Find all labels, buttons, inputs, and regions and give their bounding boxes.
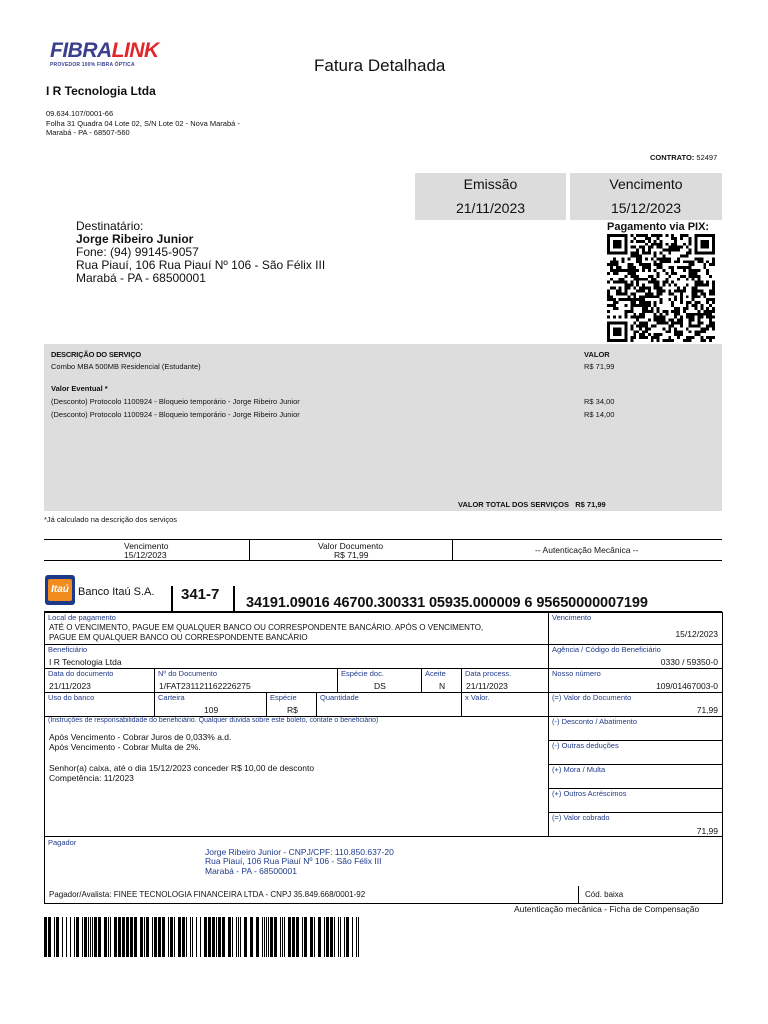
emission-date: 21/11/2023 (455, 200, 526, 216)
field-num-documento: Nº do Documento 1/FAT231121162226275 (154, 668, 338, 693)
field-nosso-numero: Nosso número 109/01467003-0 (548, 668, 723, 693)
contract-number: CONTRATO: 52497 (650, 153, 718, 162)
field-quantidade: Quantidade (316, 692, 462, 717)
stub-bottom-rule (44, 560, 722, 561)
bank-name: Banco Itaú S.A. (78, 586, 155, 598)
pix-qr-code[interactable] (606, 234, 716, 342)
field-carteira: Carteira 109 (154, 692, 267, 717)
page-title: Fatura Detalhada (314, 56, 446, 75)
field-especie: Espécie R$ (266, 692, 317, 717)
recipient-address: Rua Piauí, 106 Rua Piauí Nº 106 - São Félix III (76, 258, 326, 272)
emission-box (415, 173, 566, 220)
company-cnpj: 09.634.107/0001-66 (46, 109, 114, 118)
field-desconto: (-) Desconto / Abatimento (548, 716, 723, 741)
bank-divider (171, 586, 173, 612)
stub-auth: -- Autenticação Mecânica -- (535, 545, 639, 555)
field-beneficiario: Beneficiário I R Tecnologia Ltda (44, 644, 549, 669)
services-col-value: VALOR (584, 350, 610, 359)
services-total: VALOR TOTAL DOS SERVIÇOS R$ 71,99 (458, 500, 606, 509)
bank-code: 341-7 (181, 586, 220, 603)
recipient-block (76, 220, 325, 285)
itau-logo: Itaú (45, 575, 75, 605)
stub-doc: R$ 71,99 (334, 550, 369, 560)
field-valor-cobrado: (=) Valor cobrado 71,99 (548, 812, 723, 837)
services-col-desc: DESCRIÇÃO DO SERVIÇO (51, 350, 142, 359)
barcode (44, 917, 360, 957)
stub-due-label: Vencimento (124, 541, 169, 551)
field-pagador: Pagador Jorge Ribeiro Junior - CNPJ/CPF: 110.850.637-20 Rua Piauí, 106 Rua Piauí Nº 106 - São Félix III Marabá - PA - 68500001 Pagador/Avalista: FINEE TECNOLOGIA FINANCEIRA LTDA - CNPJ 35.849.668/0001-92 Cód. baixa (44, 836, 723, 904)
field-local-pagamento: Local de pagamento ATÉ O VENCIMENTO, PAGUE EM QUALQUER BANCO OU CORRESPONDENTE BANCÁRIO. APÓS O VENCIMENTO, PAGUE EM QUALQUER BANCO OU CORRESPONDENTE BANCÁRIO (44, 612, 549, 645)
eventual-item-value: R$ 14,00 (584, 410, 615, 419)
stub-top-rule (44, 539, 722, 540)
digit-line[interactable]: 34191.09016 46700.300331 05935.000009 6 95650000007199 (246, 595, 648, 611)
fibralink-logo: FIBRALINK PROVEDOR 100% FIBRA ÓPTICA (50, 39, 159, 68)
stub-divider (249, 539, 250, 561)
company-address-2: Marabá - PA - 68507-560 (46, 128, 130, 137)
field-uso-banco: Uso do banco (44, 692, 155, 717)
recipient-phone: Fone: (94) 99145-9057 (76, 245, 199, 259)
eventual-item-desc: (Desconto) Protocolo 1100924 - Bloqueio temporário - Jorge Ribeiro Junior (51, 397, 300, 406)
field-valor-documento: (=) Valor do Documento 71,99 (548, 692, 723, 717)
field-x-valor: x Valor. (461, 692, 549, 717)
ficha-compensacao: Autenticação mecânica - Ficha de Compensação (514, 904, 700, 914)
field-data-processamento: Data process. 21/11/2023 (461, 668, 549, 693)
pix-label: Pagamento via PIX: (607, 221, 710, 233)
service-item-desc: Combo MBA 500MB Residencial (Estudante) (51, 362, 201, 371)
field-mora: (+) Mora / Multa (548, 764, 723, 789)
eventual-item-value: R$ 34,00 (584, 397, 615, 406)
due-date: 15/12/2023 (610, 200, 682, 216)
company-name: I R Tecnologia Ltda (46, 84, 156, 98)
field-vencimento: Vencimento 15/12/2023 (548, 612, 723, 645)
field-aceite: Aceite N (421, 668, 462, 693)
stub-divider (452, 539, 453, 561)
bank-divider (233, 586, 235, 612)
stub-doc-label: Valor Documento (318, 541, 384, 551)
emission-label: Emissão (463, 176, 518, 192)
recipient-city: Marabá - PA - 68500001 (76, 271, 206, 285)
field-instrucoes: (Instruções de responsabilidade do beneficiário. Qualquer dúvida sobre este boleto, contate o beneficiário) Após Vencimento - Cobrar Juros de 0,033% a.d. Após Vencimento - Cobrar Multa de 2%. Senhor(a) caixa, até o dia 15/12/2023 conceder R$ 10,00 de desconto Competência: 11/2023 (44, 716, 549, 837)
field-agencia: Agência / Código do Beneficiário 0330 / 59350-0 (548, 644, 723, 669)
field-data-documento: Data do documento 21/11/2023 (44, 668, 155, 693)
due-label: Vencimento (609, 176, 683, 192)
eventual-item-desc: (Desconto) Protocolo 1100924 - Bloqueio temporário - Jorge Ribeiro Junior (51, 410, 300, 419)
field-acrescimos: (+) Outros Acréscimos (548, 788, 723, 813)
field-deducoes: (-) Outras deduções (548, 740, 723, 765)
eventual-label: Valor Eventual * (51, 384, 108, 393)
recipient-label: Destinatário: (76, 219, 144, 233)
footnote: *Já calculado na descrição dos serviços (44, 515, 177, 524)
field-especie-doc: Espécie doc. DS (337, 668, 422, 693)
cod-baixa-divider (578, 886, 579, 904)
services-panel (44, 344, 722, 511)
due-box (570, 173, 722, 220)
company-address-1: Folha 31 Quadra 04 Lote 02, S/N Lote 02 - Nova Marabá - (46, 119, 240, 128)
service-item-value: R$ 71,99 (584, 362, 615, 371)
recipient-name: Jorge Ribeiro Junior (76, 232, 194, 246)
stub-due: 15/12/2023 (124, 550, 167, 560)
